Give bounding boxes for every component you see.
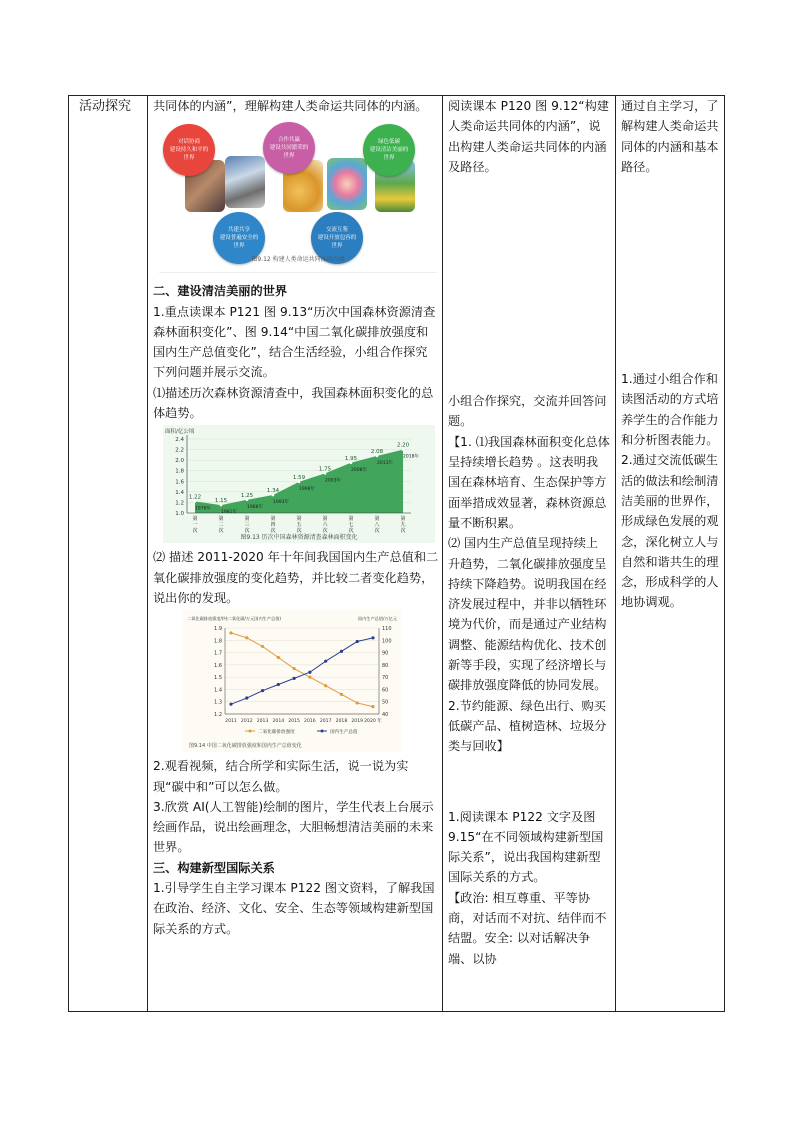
data-point (272, 494, 275, 497)
x-tick-label: 2020 年 (364, 719, 382, 725)
y-tick-label: 1.4 (175, 490, 184, 497)
data-point (229, 632, 232, 635)
x-tick-label: 第 (270, 516, 276, 523)
x-tick-label: 第 (296, 516, 302, 523)
series-line (231, 638, 373, 704)
y-tick-label: 1.8 (175, 469, 184, 476)
data-point (261, 645, 264, 648)
people-photo (327, 158, 367, 210)
data-label: 1.15 (214, 498, 228, 505)
bubble-prosperity: 合作共赢 建设共同繁荣的 世界 (263, 122, 315, 174)
data-point (356, 702, 359, 705)
co2-gdp-chart (183, 610, 401, 752)
data-point (293, 667, 296, 670)
question-text: ⑴描述历次森林资源清查中，我国森林面积变化的总体趋势。 (153, 385, 434, 421)
data-point (261, 689, 264, 692)
design-intent-column (621, 96, 721, 613)
chart-ylabel: 面积/亿公顷 (165, 429, 195, 436)
x-tick-label: 次 (244, 528, 250, 535)
data-point (277, 656, 280, 659)
year-label: 1988年 (247, 505, 263, 511)
y-tick-left: 1.3 (214, 699, 222, 706)
co2-gdp-svg (183, 610, 401, 752)
x-tick-label: 2018 (335, 719, 348, 725)
data-point (246, 499, 249, 502)
bubble-peace: 对话协商 建设持久和平的 世界 (163, 124, 215, 176)
y-tick-right: 60 (382, 687, 389, 694)
x-tick-label: 次 (374, 528, 380, 535)
y-tick-left: 1.2 (214, 712, 222, 719)
x-tick-label: 2019 (351, 719, 364, 725)
task-text: 1.重点读课本 P121 图 9.13“历次中国森林资源清查森林面积变化”、图 9.14“中国二氧化碳排放强度和国内生产总值变化”，结合生活经验，小组合作探究下列问题并展示交流。 (153, 304, 436, 380)
bubble-green: 绿色低碳 建设清洁美丽的 世界 (363, 124, 415, 176)
year-label: 1998年 (299, 487, 315, 493)
data-point (194, 500, 197, 503)
community-figure (159, 120, 437, 273)
x-tick-label: 次 (322, 528, 328, 535)
x-tick-label: 2017 (319, 719, 332, 725)
task-text: 2.观看视频，结合所学和实际生活，说一说为实现“碳中和”可以怎么做。 (153, 759, 409, 794)
data-point (245, 697, 248, 700)
section-title: 二、建设清洁美丽的世界 (153, 284, 288, 299)
data-point (340, 650, 343, 653)
x-tick-label: 2013 (256, 719, 269, 725)
activity-label: 活动探究 (79, 99, 132, 114)
y-tick-label: 2.2 (175, 447, 184, 454)
year-label: 1976年 (195, 506, 211, 512)
y-tick-left: 1.9 (214, 626, 222, 633)
forest-area-svg (163, 425, 435, 543)
y-tick-label: 1.0 (175, 511, 184, 518)
y-tick-right: 90 (382, 650, 389, 657)
x-tick-label: 第 (322, 516, 328, 523)
intent-text: 2.通过交流低碳生活的做法和绘制清洁美丽的世界作，形成绿色发展的观念，深化树立人与自然和谐共生的理念，形成科学的人地协调观。 (621, 453, 719, 610)
data-point (324, 684, 327, 687)
y-tick-left: 1.7 (214, 650, 222, 657)
lesson-table (68, 95, 725, 1012)
teacher-activity-column (153, 96, 439, 939)
year-label: 2013年 (377, 461, 393, 467)
data-point (324, 472, 327, 475)
chart-ylabel-left: 二氧化碳排放强度/(吨二氧化碳/万元国内生产总值) (187, 616, 282, 622)
year-label: 2008年 (351, 468, 367, 474)
data-point (340, 693, 343, 696)
x-tick-label: 九 (400, 522, 406, 529)
x-tick-label: 第 (218, 516, 224, 523)
data-label: 2.20 (396, 442, 410, 449)
x-tick-label: 二 (218, 522, 224, 529)
vehicle-photo (225, 156, 265, 208)
y-tick-left: 1.8 (214, 638, 222, 645)
y-tick-right: 80 (382, 663, 389, 670)
task-text: 1.引导学生自主学习课本 P122 图文资料，了解我国在政治、经济、文化、安全、生态等领域构建新型国际关系的方式。 (153, 881, 435, 936)
data-label: 1.22 (188, 494, 202, 501)
year-label: 2003年 (325, 478, 341, 484)
x-tick-label: 一 (192, 522, 198, 529)
x-tick-label: 次 (348, 528, 354, 535)
data-point (308, 676, 311, 679)
x-tick-label: 八 (374, 522, 380, 529)
x-tick-label: 2012 (240, 719, 253, 725)
data-point (245, 636, 248, 639)
data-point (308, 671, 311, 674)
figure-caption: 图9.12 构建人类命运共同体的内涵 (251, 256, 345, 263)
student-text: 2.节约能源、绿色出行、购买低碳产品、植树造林、垃圾分类与回收】 (448, 698, 607, 754)
y-tick-label: 2.4 (175, 437, 184, 444)
y-tick-left: 1.4 (214, 687, 222, 694)
year-label: 1981年 (221, 510, 237, 516)
y-tick-label: 1.2 (175, 500, 184, 507)
bubble-security: 共建共享 建设普遍安全的 世界 (213, 212, 265, 264)
y-tick-right: 110 (382, 626, 392, 633)
data-point (376, 455, 379, 458)
data-label: 1.59 (292, 475, 306, 482)
chart-title: 图9.14 中国二氧化碳排放强度和国内生产总值变化 (189, 743, 302, 750)
y-tick-right: 70 (382, 675, 389, 682)
intro-text: 共同体的内涵”，理解构建人类命运共同体的内涵。 (153, 99, 428, 113)
x-tick-label: 次 (296, 528, 302, 535)
data-point (229, 703, 232, 706)
year-label: 1993年 (273, 500, 289, 506)
x-tick-label: 2015 (288, 719, 300, 725)
legend-label: 国内生产总值 (330, 730, 358, 736)
year-label: 2018年 (403, 454, 419, 460)
x-tick-label: 次 (218, 528, 224, 535)
data-label: 1.25 (240, 493, 254, 500)
x-tick-label: 第 (244, 516, 250, 523)
x-tick-label: 五 (296, 522, 302, 529)
x-tick-label: 2016 (304, 719, 316, 725)
data-point (402, 449, 405, 452)
student-text: 【政治: 相互尊重、平等协商，对话而不对抗、结伴而不结盟。安全: 以对话解决争端、以协 (448, 890, 607, 966)
x-tick-label: 第 (374, 516, 380, 523)
y-tick-label: 1.6 (175, 479, 184, 486)
data-point (293, 677, 296, 680)
data-label: 1.95 (344, 456, 358, 463)
data-point (220, 504, 223, 507)
data-point (298, 481, 301, 484)
chart-ylabel-right: 国内生产总值/万亿元 (357, 616, 397, 622)
x-tick-label: 七 (348, 522, 354, 529)
student-text: 小组合作探究，交流并回答问题。 (448, 394, 607, 429)
student-text: 阅读课本 P120 图 9.12“构建人类命运共同体的内涵”，说出构建人类命运共同体的内涵及路径。 (448, 99, 609, 174)
data-point (356, 640, 359, 643)
legend-marker (249, 730, 252, 733)
x-tick-label: 六 (322, 522, 328, 529)
legend-label: 二氧化碳排放强度 (258, 730, 295, 736)
data-point (324, 660, 327, 663)
student-text: ⑵ 国内生产总值呈现持续上升趋势，二氧化碳排放强度呈持续下降趋势。说明我国在经济发展过程中，并非以牺牲环境为代价，而是通过产业结构调整、能源结构优化、技术创新等手段，实现了经济增长与碳排放强度降低的协同发展。 (448, 536, 607, 693)
data-label: 1.34 (266, 488, 280, 495)
x-tick-label: 2014 (272, 719, 285, 725)
section-title: 三、构建新型国际关系 (153, 860, 275, 875)
data-point (371, 636, 374, 639)
x-tick-label: 第 (400, 516, 406, 523)
y-tick-left: 1.6 (214, 663, 222, 670)
column-divider (615, 96, 616, 1011)
legend-marker (321, 730, 324, 733)
intent-text: 通过自主学习，了解构建人类命运共同体的内涵和基本路径。 (621, 99, 719, 174)
x-tick-label: 2011 (225, 719, 237, 725)
data-point (350, 462, 353, 465)
x-tick-label: 次 (192, 528, 198, 535)
x-tick-label: 三 (244, 522, 250, 529)
x-tick-label: 第 (348, 516, 354, 523)
bubble-openness: 交流互鉴 建设开放包容的 世界 (311, 212, 363, 264)
student-text: 【1. ⑴我国森林面积变化总体呈持续增长趋势 。这表明我国在森林培育、生态保护等方面举措成效显著，森林资源总量不断积累。 (448, 434, 610, 530)
data-label: 1.75 (318, 466, 332, 473)
column-divider (147, 96, 148, 1011)
question-text: ⑵ 描述 2011-2020 年十年间我国国内生产总值和二氧化碳排放强度的变化趋势，并比较二者变化趋势，说出你的发现。 (153, 550, 439, 605)
task-text: 3.欣赏 AI(人工智能)绘制的图片，学生代表上台展示绘画作品，说出绘画理念，大胆畅想清洁美丽的未来世界。 (153, 799, 434, 855)
data-point (277, 683, 280, 686)
x-tick-label: 次 (400, 528, 406, 535)
y-tick-right: 50 (382, 699, 389, 706)
y-tick-left: 1.5 (214, 675, 222, 682)
y-tick-right: 100 (382, 638, 392, 645)
intent-text: 1.通过小组合作和读图活动的方式培养学生的合作能力和分析图表能力。 (621, 372, 719, 448)
x-tick-label: 四 (270, 522, 276, 529)
data-point (371, 705, 374, 708)
y-tick-right: 40 (382, 712, 389, 719)
student-text: 1.阅读课本 P122 文字及图 9.15“在不同领域构建新型国际关系”，说出我国构建新型国际关系的方式。 (448, 809, 604, 885)
forest-area-chart (163, 425, 435, 543)
data-label: 2.08 (370, 449, 384, 456)
column-divider (442, 96, 443, 1011)
y-tick-label: 2.0 (175, 458, 184, 465)
x-tick-label: 次 (270, 528, 276, 535)
student-activity-column (448, 96, 610, 969)
x-tick-label: 第 (192, 516, 198, 523)
chart-title: 图9.13 历次中国森林资源清查森林面积变化 (240, 534, 358, 542)
